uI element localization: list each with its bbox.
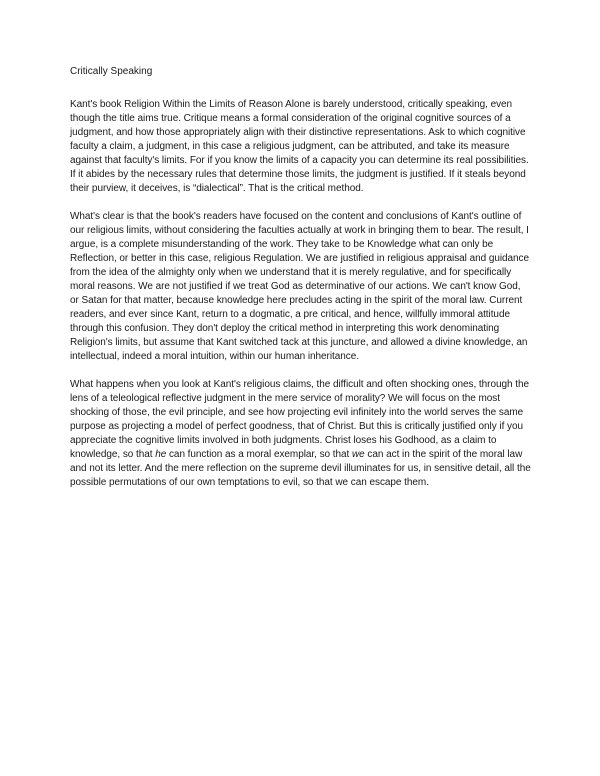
paragraph-3 [70, 378, 532, 490]
paragraph-3-emphasis-he: he [155, 449, 167, 460]
paragraph-2 [70, 210, 532, 364]
paragraph-3-text-b: can function as a moral exemplar, so that [166, 449, 352, 460]
paragraph-1-text: Kant's book Religion Within the Limits of Reason Alone is barely understood, critically speaking, even though the title aims true. Critique means a formal consideration of the original cognitive sources of a judgment, and how those appropriately align with their distinctive representations. Ask to which cognitive faculty a claim, a judgment, in this case a religious judgment, can be attributed, and take its measure against that faculty's limits. For if you know the limits of a capacity you can determine its real possibilities. If it abides by the necessary rules that determine those limits, the judgment is justified. If it steals beyond their purview, it deceives, is “dialectical”. That is the critical method. [70, 99, 529, 194]
paragraph-2-text: What's clear is that the book's readers have focused on the content and conclusions of Kant's outline of our religious limits, without considering the faculties actually at work in bringing them to bear. The result, I argue, is a complete misunderstanding of the work. They take to be Knowledge what can only be Reflection, or better in this case, religious Regulation. We are justified in religious appraisal and guidance from the idea of the almighty only when we understand that it is merely regulative, and for specifically moral reasons. We are not justified if we treat God as determinative of our actions. We can't know God, or Satan for that matter, because knowledge here precludes acting in the spirit of the moral law. Current readers, and ever since Kant, return to a dogmatic, a pre critical, and hence, willfully immoral attitude through this confusion. They don't deploy the critical method in interpreting this work denominating Religion's limits, but assume that Kant switched tack at this juncture, and allowed a divine knowledge, an intellectual, indeed a moral intuition, within our human inheritance. [70, 211, 530, 362]
paragraph-3-text-c: can act in the spirit of the moral law and not its letter. And the mere reflection on the supreme devil illuminates for us, in sensitive detail, all the possible permutations of our own temptations to evil, so that we can escape them. [70, 449, 531, 488]
paragraph-3-emphasis-we: we [351, 449, 365, 460]
document-page [70, 66, 532, 504]
paragraph-1 [70, 98, 532, 196]
document-title: Critically Speaking [70, 66, 153, 77]
paragraph-3-text-a: What happens when you look at Kant's religious claims, the difficult and often shocking ones, through the lens of a teleological reflective judgment in the mere service of morality? We will focus on the most shocking of those, the evil principle, and see how projecting evil infinitely into the world serves the same purpose as projecting a model of perfect goodness, that of Christ. But this is critically justified only if you appreciate the cognitive limits involved in both judgments. Christ loses his Godhood, as a claim to knowledge, so that [70, 379, 529, 460]
